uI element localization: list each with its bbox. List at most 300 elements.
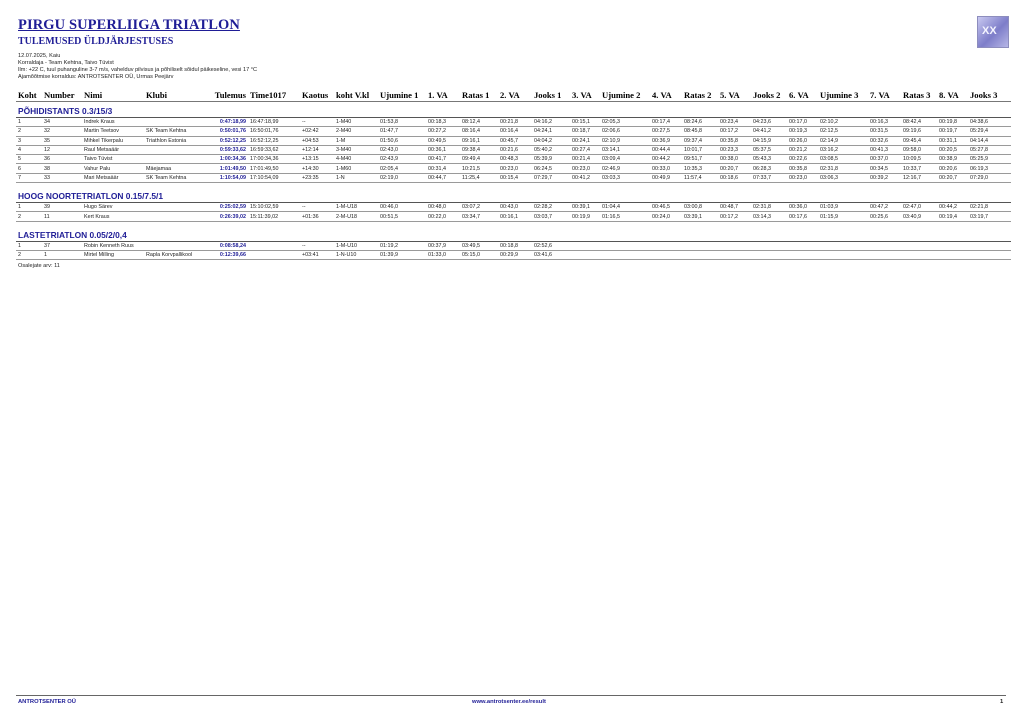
- table-cell: 00:19,4: [937, 212, 968, 221]
- table-cell: 00:27,2: [426, 127, 460, 136]
- table-header-row: [16, 89, 1011, 102]
- table-cell: 01:19,2: [378, 241, 426, 250]
- table-cell: Mäejamaa: [144, 164, 204, 173]
- table-cell: 09:49,4: [460, 155, 498, 164]
- column-header: Ujumine 3: [818, 89, 868, 102]
- table-cell: 00:46,0: [378, 203, 426, 212]
- table-cell: 06:28,3: [751, 164, 787, 173]
- table-row: [16, 212, 1011, 221]
- table-cell: [248, 241, 300, 250]
- event-info-line: Korraldaja - Team Kehtna, Taivo Tüvist: [18, 60, 114, 67]
- table-cell: 01:04,4: [600, 203, 650, 212]
- table-cell: 00:17,0: [787, 118, 818, 127]
- table-cell: 00:17,2: [718, 212, 751, 221]
- column-header: Ratas 1: [460, 89, 498, 102]
- column-header: Ratas 3: [901, 89, 937, 102]
- table-cell: 02:31,8: [751, 203, 787, 212]
- table-cell: 0:47:18,99: [204, 118, 248, 127]
- table-cell: 06:24,5: [532, 164, 570, 173]
- table-cell: 09:45,4: [901, 136, 937, 145]
- table-cell: [144, 118, 204, 127]
- table-cell: 15:10:02,59: [248, 203, 300, 212]
- table-cell: 08:42,4: [901, 118, 937, 127]
- results-table: [16, 89, 1011, 260]
- table-cell: 05:27,8: [968, 145, 1011, 154]
- table-cell: 00:51,5: [378, 212, 426, 221]
- table-cell: 03:16,2: [818, 145, 868, 154]
- table-cell: 05:37,5: [751, 145, 787, 154]
- table-cell: 04:38,6: [968, 118, 1011, 127]
- table-row: [16, 136, 1011, 145]
- table-cell: 05:25,9: [968, 155, 1011, 164]
- table-cell: 02:43,0: [378, 145, 426, 154]
- table-cell: 10:21,5: [460, 164, 498, 173]
- table-cell: 12:16,7: [901, 173, 937, 182]
- table-cell: [248, 250, 300, 259]
- table-cell: 01:33,0: [426, 250, 460, 259]
- table-cell: 00:18,7: [570, 127, 600, 136]
- table-cell: [787, 241, 818, 250]
- table-cell: 05:39,9: [532, 155, 570, 164]
- footer-company: ANTROTSENTER OÜ: [18, 699, 76, 705]
- section-header-row: [16, 187, 1011, 203]
- table-cell: 00:15,1: [570, 118, 600, 127]
- table-cell: 00:24,1: [570, 136, 600, 145]
- table-cell: 4: [16, 145, 42, 154]
- table-cell: 17:00:34,36: [248, 155, 300, 164]
- table-cell: Taivo Tüvist: [82, 155, 144, 164]
- table-cell: 0:26:39,02: [204, 212, 248, 221]
- column-header: Jooks 3: [968, 89, 1011, 102]
- table-cell: 05:43,3: [751, 155, 787, 164]
- table-cell: 00:37,9: [426, 241, 460, 250]
- table-cell: [144, 212, 204, 221]
- table-cell: 00:46,5: [650, 203, 682, 212]
- table-cell: 00:19,9: [570, 212, 600, 221]
- table-row: [16, 164, 1011, 173]
- table-cell: 04:24,1: [532, 127, 570, 136]
- table-cell: 11:57,4: [682, 173, 718, 182]
- table-cell: 00:36,1: [426, 145, 460, 154]
- table-cell: 38: [42, 164, 82, 173]
- table-cell: 00:47,2: [868, 203, 901, 212]
- table-cell: 00:38,9: [937, 155, 968, 164]
- table-row: [16, 250, 1011, 259]
- table-cell: Indrek Kraus: [82, 118, 144, 127]
- table-cell: 00:25,6: [868, 212, 901, 221]
- column-header: 2. VA: [498, 89, 532, 102]
- table-cell: 01:47,7: [378, 127, 426, 136]
- column-header: 6. VA: [787, 89, 818, 102]
- column-header: Jooks 2: [751, 89, 787, 102]
- logo-text: XX: [982, 25, 997, 37]
- table-cell: 00:23,0: [570, 164, 600, 173]
- table-cell: +14:30: [300, 164, 334, 173]
- table-cell: --: [300, 118, 334, 127]
- column-header: Tulemus: [204, 89, 248, 102]
- table-cell: 00:41,2: [570, 173, 600, 182]
- table-cell: --: [300, 241, 334, 250]
- table-cell: 03:08,5: [818, 155, 868, 164]
- table-cell: 00:17,4: [650, 118, 682, 127]
- table-cell: 10:33,7: [901, 164, 937, 173]
- table-cell: 00:23,0: [498, 164, 532, 173]
- table-cell: 2-M40: [334, 127, 378, 136]
- table-cell: 1-M-U10: [334, 241, 378, 250]
- table-cell: 00:45,7: [498, 136, 532, 145]
- table-cell: Mihkel Tikerpalu: [82, 136, 144, 145]
- column-header: 5. VA: [718, 89, 751, 102]
- table-cell: 01:50,6: [378, 136, 426, 145]
- table-cell: 00:15,4: [498, 173, 532, 182]
- table-cell: 01:03,9: [818, 203, 868, 212]
- table-cell: 03:07,2: [460, 203, 498, 212]
- table-cell: 02:06,6: [600, 127, 650, 136]
- table-cell: [968, 250, 1011, 259]
- table-cell: 17:01:49,50: [248, 164, 300, 173]
- table-cell: 03:00,8: [682, 203, 718, 212]
- table-row: [16, 118, 1011, 127]
- results-body: [16, 102, 1011, 260]
- table-cell: 3: [16, 136, 42, 145]
- table-cell: 02:52,6: [532, 241, 570, 250]
- table-cell: [751, 241, 787, 250]
- table-cell: 1-M: [334, 136, 378, 145]
- table-cell: 00:21,4: [570, 155, 600, 164]
- table-cell: 05:15,0: [460, 250, 498, 259]
- table-cell: +04:53: [300, 136, 334, 145]
- table-cell: 39: [42, 203, 82, 212]
- table-cell: 6: [16, 164, 42, 173]
- table-cell: 01:39,9: [378, 250, 426, 259]
- table-cell: 00:18,3: [426, 118, 460, 127]
- table-cell: 01:15,9: [818, 212, 868, 221]
- table-cell: SK Team Kehtna: [144, 127, 204, 136]
- table-cell: 16:52:12,25: [248, 136, 300, 145]
- table-cell: 04:14,4: [968, 136, 1011, 145]
- table-cell: 1-N-U10: [334, 250, 378, 259]
- column-header: Nimi: [82, 89, 144, 102]
- table-cell: +01:36: [300, 212, 334, 221]
- table-cell: 07:29,7: [532, 173, 570, 182]
- table-cell: 04:15,9: [751, 136, 787, 145]
- table-cell: 4-M40: [334, 155, 378, 164]
- table-cell: 03:14,1: [600, 145, 650, 154]
- table-cell: 00:39,2: [868, 173, 901, 182]
- column-header: 4. VA: [650, 89, 682, 102]
- column-header: 8. VA: [937, 89, 968, 102]
- table-cell: 00:31,4: [426, 164, 460, 173]
- table-cell: 17:10:54,09: [248, 173, 300, 182]
- table-cell: 11:25,4: [460, 173, 498, 182]
- table-cell: 11: [42, 212, 82, 221]
- table-cell: 1: [16, 118, 42, 127]
- table-cell: 00:23,3: [718, 145, 751, 154]
- table-cell: 02:28,2: [532, 203, 570, 212]
- table-cell: Rapla Korvpallikool: [144, 250, 204, 259]
- column-header: koht V.kl: [334, 89, 378, 102]
- table-row: [16, 145, 1011, 154]
- table-cell: 00:36,0: [787, 203, 818, 212]
- column-header: Kaotus: [300, 89, 334, 102]
- table-cell: 2: [16, 127, 42, 136]
- table-cell: 00:20,5: [937, 145, 968, 154]
- section-title: LASTETRIATLON 0.05/2/0,4: [16, 226, 1011, 242]
- table-cell: 00:19,3: [787, 127, 818, 136]
- column-header: Time1017: [248, 89, 300, 102]
- table-cell: 33: [42, 173, 82, 182]
- event-info-line: 12.07.2025, Kaiu: [18, 53, 61, 59]
- footer-url-link[interactable]: www.antrotsenter.ee/result: [472, 699, 546, 705]
- table-cell: 34: [42, 118, 82, 127]
- table-row: [16, 127, 1011, 136]
- table-cell: SK Team Kehtna: [144, 173, 204, 182]
- logo-icon: [977, 16, 1009, 48]
- table-cell: Hugo Särev: [82, 203, 144, 212]
- table-cell: 00:31,5: [868, 127, 901, 136]
- table-cell: Raul Metsaäär: [82, 145, 144, 154]
- table-cell: 1-M-U18: [334, 203, 378, 212]
- column-header: Ujumine 2: [600, 89, 650, 102]
- event-info-line: Ajamõõtmise korraldus: ANTROTSENTER OÜ, Urmas Peejärv: [18, 74, 174, 81]
- table-cell: 00:16,4: [498, 127, 532, 136]
- table-cell: 00:48,0: [426, 203, 460, 212]
- table-cell: [751, 250, 787, 259]
- table-cell: 02:05,3: [600, 118, 650, 127]
- table-cell: 0:08:58,24: [204, 241, 248, 250]
- table-cell: 00:21,2: [787, 145, 818, 154]
- table-cell: 0:25:02,59: [204, 203, 248, 212]
- table-cell: +13:15: [300, 155, 334, 164]
- table-cell: [570, 241, 600, 250]
- table-cell: 3-M40: [334, 145, 378, 154]
- table-cell: 00:18,6: [718, 173, 751, 182]
- table-cell: 00:27,5: [650, 127, 682, 136]
- table-cell: [901, 241, 937, 250]
- table-cell: 00:44,7: [426, 173, 460, 182]
- table-cell: 03:41,6: [532, 250, 570, 259]
- table-cell: Martin Teetsov: [82, 127, 144, 136]
- table-cell: 00:17,6: [787, 212, 818, 221]
- table-cell: 08:24,6: [682, 118, 718, 127]
- table-cell: 00:34,5: [868, 164, 901, 173]
- table-cell: 00:31,1: [937, 136, 968, 145]
- table-cell: +12:14: [300, 145, 334, 154]
- table-cell: 02:47,0: [901, 203, 937, 212]
- table-cell: 00:35,8: [718, 136, 751, 145]
- table-cell: 02:19,0: [378, 173, 426, 182]
- section-title: HOOG NOORTETRIATLON 0.15/7.5/1: [16, 187, 1011, 203]
- table-cell: 00:24,0: [650, 212, 682, 221]
- event-info-line: Ilm: +22 C, tuul puhanguline 3-7 m/s, vahelduv pilvisus ja põhiliselt sõidul päikeseline, vesi 17 °C: [18, 67, 258, 74]
- page-subtitle: TULEMUSED ÜLDJÄRJESTUSES: [18, 36, 174, 47]
- table-cell: [600, 250, 650, 259]
- table-cell: 10:35,3: [682, 164, 718, 173]
- table-cell: [682, 250, 718, 259]
- column-header: Klubi: [144, 89, 204, 102]
- table-cell: [901, 250, 937, 259]
- table-cell: 00:16,1: [498, 212, 532, 221]
- table-cell: 0:50:01,76: [204, 127, 248, 136]
- table-cell: 05:29,4: [968, 127, 1011, 136]
- table-cell: 09:19,6: [901, 127, 937, 136]
- table-cell: 00:39,1: [570, 203, 600, 212]
- table-cell: 00:32,6: [868, 136, 901, 145]
- table-cell: Robin Kenneth Ruus: [82, 241, 144, 250]
- table-cell: 03:49,5: [460, 241, 498, 250]
- table-cell: [682, 241, 718, 250]
- table-cell: +02:42: [300, 127, 334, 136]
- table-cell: [144, 241, 204, 250]
- table-cell: 1-M40: [334, 118, 378, 127]
- table-cell: 08:16,4: [460, 127, 498, 136]
- table-cell: 05:40,2: [532, 145, 570, 154]
- table-cell: 03:19,7: [968, 212, 1011, 221]
- table-cell: 2: [16, 212, 42, 221]
- table-cell: 03:34,7: [460, 212, 498, 221]
- table-cell: 00:20,7: [718, 164, 751, 173]
- table-cell: +03:41: [300, 250, 334, 259]
- table-cell: 03:09,4: [600, 155, 650, 164]
- table-cell: 00:44,2: [937, 203, 968, 212]
- table-cell: 36: [42, 155, 82, 164]
- table-cell: 09:38,4: [460, 145, 498, 154]
- table-cell: 02:46,9: [600, 164, 650, 173]
- section-title: PÕHIDISTANTS 0.3/15/3: [16, 102, 1011, 118]
- table-cell: [650, 250, 682, 259]
- table-cell: 1:10:54,09: [204, 173, 248, 182]
- participant-count: Osalejate arv: 11: [18, 263, 60, 269]
- table-cell: 1: [42, 250, 82, 259]
- table-cell: [937, 241, 968, 250]
- table-cell: 10:09,5: [901, 155, 937, 164]
- table-cell: [650, 241, 682, 250]
- column-header: 7. VA: [868, 89, 901, 102]
- table-cell: 00:22,0: [426, 212, 460, 221]
- table-cell: [718, 241, 751, 250]
- table-cell: 37: [42, 241, 82, 250]
- column-header: 1. VA: [426, 89, 460, 102]
- table-cell: 10:01,7: [682, 145, 718, 154]
- table-row: [16, 241, 1011, 250]
- table-cell: 04:04,2: [532, 136, 570, 145]
- table-cell: 03:14,3: [751, 212, 787, 221]
- column-header: Number: [42, 89, 82, 102]
- table-cell: 00:49,9: [650, 173, 682, 182]
- table-cell: 35: [42, 136, 82, 145]
- table-cell: +23:35: [300, 173, 334, 182]
- table-cell: 02:10,9: [600, 136, 650, 145]
- table-cell: 00:19,7: [937, 127, 968, 136]
- table-cell: 00:20,7: [937, 173, 968, 182]
- table-cell: Kert Kraus: [82, 212, 144, 221]
- event-info: [18, 53, 257, 81]
- table-cell: 16:50:01,76: [248, 127, 300, 136]
- table-cell: 00:27,4: [570, 145, 600, 154]
- table-cell: [968, 241, 1011, 250]
- table-cell: Mari Metsaäär: [82, 173, 144, 182]
- section-header-row: [16, 102, 1011, 118]
- table-cell: Triathlon Estonia: [144, 136, 204, 145]
- table-cell: 03:03,3: [600, 173, 650, 182]
- table-cell: 0:52:12,25: [204, 136, 248, 145]
- section-header-row: [16, 226, 1011, 242]
- table-cell: 16:59:33,62: [248, 145, 300, 154]
- table-cell: [868, 250, 901, 259]
- table-cell: 03:03,7: [532, 212, 570, 221]
- table-cell: 09:51,7: [682, 155, 718, 164]
- table-cell: 00:16,3: [868, 118, 901, 127]
- table-cell: 00:36,9: [650, 136, 682, 145]
- table-cell: 00:21,6: [498, 145, 532, 154]
- table-row: [16, 155, 1011, 164]
- table-cell: 00:44,2: [650, 155, 682, 164]
- table-cell: 00:29,9: [498, 250, 532, 259]
- table-cell: 02:12,5: [818, 127, 868, 136]
- table-cell: Vahur Palu: [82, 164, 144, 173]
- table-cell: 04:16,2: [532, 118, 570, 127]
- table-cell: [818, 250, 868, 259]
- table-cell: 0:59:33,62: [204, 145, 248, 154]
- table-cell: 00:17,2: [718, 127, 751, 136]
- table-cell: [570, 250, 600, 259]
- table-cell: 09:37,4: [682, 136, 718, 145]
- table-cell: 00:48,7: [718, 203, 751, 212]
- table-cell: 01:53,8: [378, 118, 426, 127]
- table-cell: [937, 250, 968, 259]
- page-number: 1: [1000, 699, 1004, 705]
- table-cell: Mirtel Milling: [82, 250, 144, 259]
- table-cell: 00:33,0: [650, 164, 682, 173]
- table-cell: 03:06,3: [818, 173, 868, 182]
- table-cell: 02:10,2: [818, 118, 868, 127]
- table-cell: 09:16,1: [460, 136, 498, 145]
- table-cell: 32: [42, 127, 82, 136]
- table-cell: [818, 241, 868, 250]
- table-cell: [600, 241, 650, 250]
- table-cell: 02:21,8: [968, 203, 1011, 212]
- table-cell: 02:31,8: [818, 164, 868, 173]
- table-cell: [144, 203, 204, 212]
- table-cell: 00:48,3: [498, 155, 532, 164]
- table-cell: --: [300, 203, 334, 212]
- column-header: Jooks 1: [532, 89, 570, 102]
- table-cell: 1:00:34,36: [204, 155, 248, 164]
- table-cell: 07:29,0: [968, 173, 1011, 182]
- table-cell: [868, 241, 901, 250]
- table-cell: 5: [16, 155, 42, 164]
- table-cell: 1-N: [334, 173, 378, 182]
- table-cell: 02:05,4: [378, 164, 426, 173]
- table-cell: 00:44,4: [650, 145, 682, 154]
- column-header: 3. VA: [570, 89, 600, 102]
- table-cell: 00:23,0: [787, 173, 818, 182]
- table-cell: 12: [42, 145, 82, 154]
- table-cell: 7: [16, 173, 42, 182]
- table-cell: 15:11:39,02: [248, 212, 300, 221]
- table-cell: 0:12:39,66: [204, 250, 248, 259]
- table-cell: 1:01:49,50: [204, 164, 248, 173]
- table-cell: 00:20,6: [937, 164, 968, 173]
- table-cell: 02:43,9: [378, 155, 426, 164]
- table-cell: 00:22,6: [787, 155, 818, 164]
- column-header: Ratas 2: [682, 89, 718, 102]
- table-cell: 00:38,0: [718, 155, 751, 164]
- table-cell: 00:23,4: [718, 118, 751, 127]
- table-cell: 07:33,7: [751, 173, 787, 182]
- table-cell: 06:19,3: [968, 164, 1011, 173]
- table-cell: 1: [16, 203, 42, 212]
